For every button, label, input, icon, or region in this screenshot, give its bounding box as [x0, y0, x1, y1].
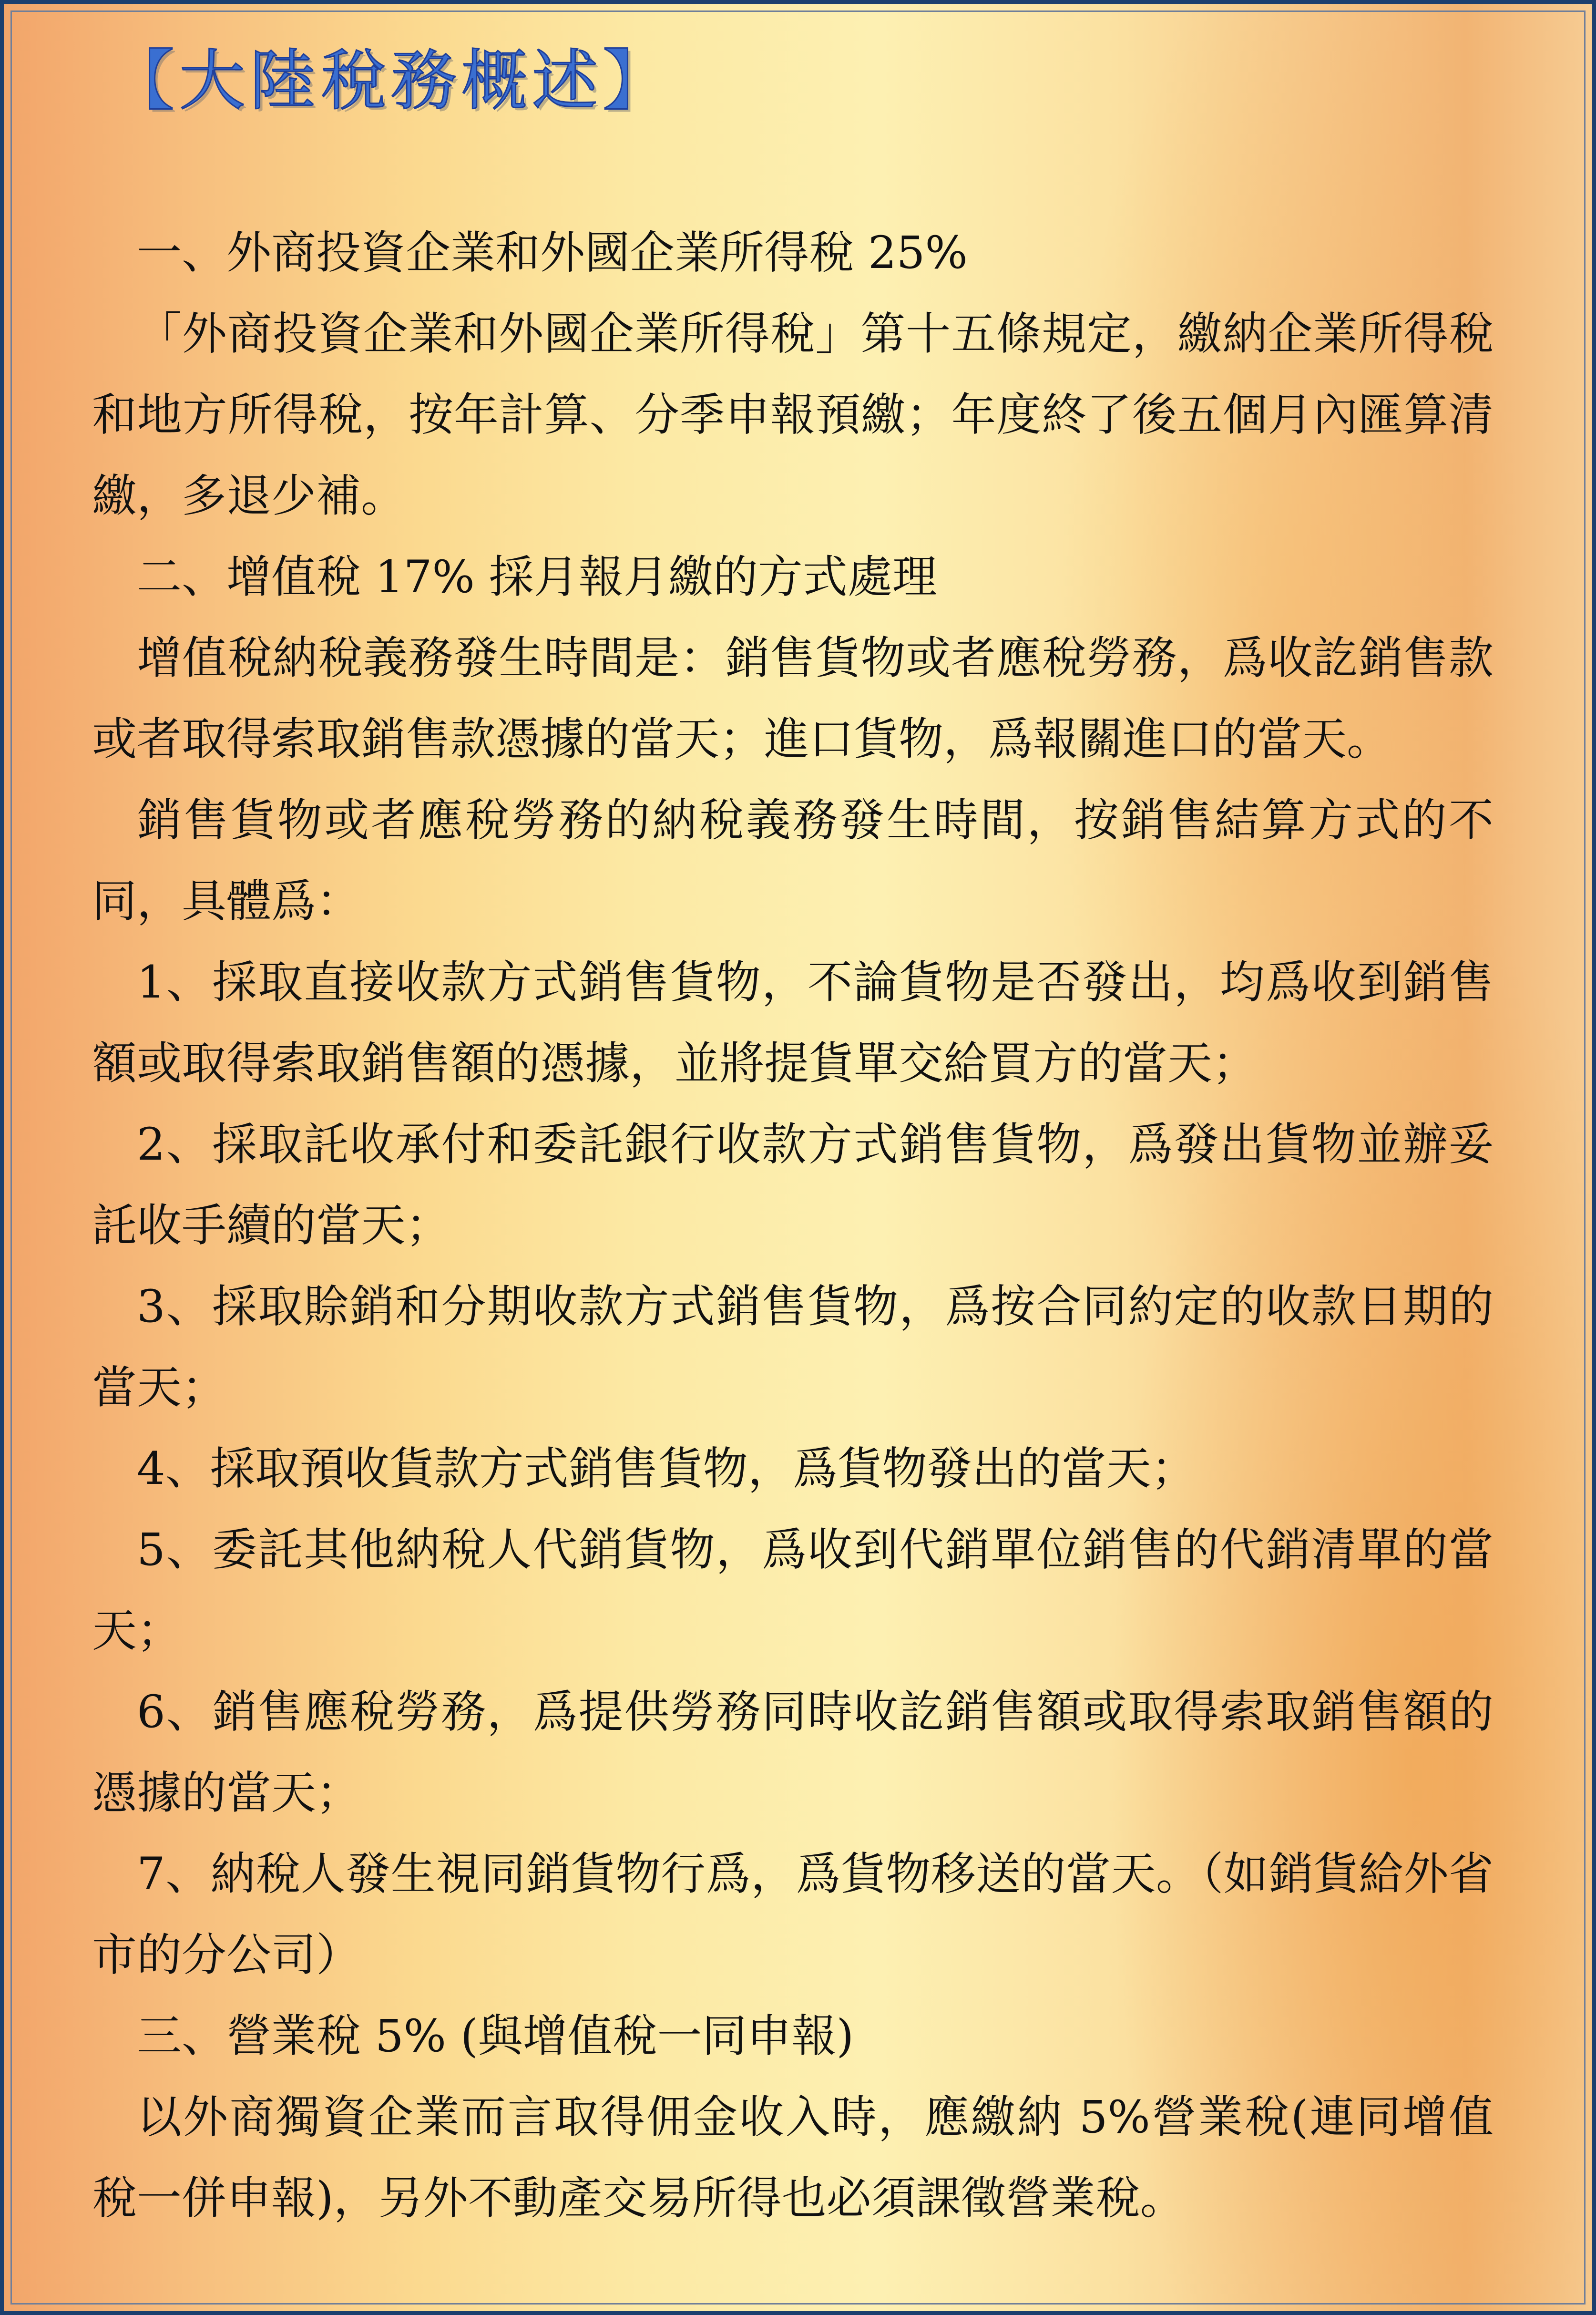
list-item-5: 5、委託其他納稅人代銷貨物，爲收到代銷單位銷售的代銷清單的當天； [92, 1524, 1494, 1657]
heading-vat: 二、增值稅 17% 採月報月繳的方式處理 [137, 551, 937, 603]
list-item-6: 6、銷售應稅勞務，爲提供勞務同時收訖銷售額或取得索取銷售額的憑據的當天； [92, 1686, 1494, 1819]
paragraph-vat-settlement: 銷售貨物或者應稅勞務的納稅義務發生時間，按銷售結算方式的不同，具體爲： [92, 794, 1494, 927]
paragraph-income-tax-rule: 「外商投資企業和外國企業所得稅」第十五條規定，繳納企業所得稅和地方所得稅，按年計算、分季申報預繳；年度終了後五個月內匯算清繳，多退少補。 [92, 308, 1494, 522]
document-body [92, 213, 1494, 2239]
heading-business-tax: 三、營業稅 5% (與增值稅一同申報) [137, 2010, 854, 2062]
list-item-7: 7、納稅人發生視同銷貨物行爲，爲貨物移送的當天。（如銷貨給外省市的分公司） [92, 1848, 1494, 1981]
list-item-4: 4、採取預收貨款方式銷售貨物，爲貨物發出的當天； [137, 1443, 1196, 1495]
list-item-3: 3、採取賒銷和分期收款方式銷售貨物，爲按合同約定的收款日期的當天； [92, 1281, 1494, 1414]
paragraph-vat-timing: 增值稅納稅義務發生時間是：銷售貨物或者應稅勞務，爲收訖銷售款或者取得索取銷售款憑據的當天；進口貨物，爲報關進口的當天。 [92, 632, 1494, 765]
paragraph-business-tax: 以外商獨資企業而言取得佣金收入時，應繳納 5%營業稅(連同增值稅一併申報)，另外不動產交易所得也必須課徵營業稅。 [92, 2091, 1494, 2224]
list-item-2: 2、採取託收承付和委託銀行收款方式銷售貨物，爲發出貨物並辦妥託收手續的當天； [92, 1119, 1494, 1252]
heading-income-tax: 一、外商投資企業和外國企業所得稅 25% [137, 227, 968, 279]
page-title: 【大陸稅務概述】 [109, 42, 674, 119]
list-item-1: 1、採取直接收款方式銷售貨物，不論貨物是否發出，均爲收到銷售額或取得索取銷售額的憑據，並將提貨單交給買方的當天； [92, 957, 1494, 1090]
